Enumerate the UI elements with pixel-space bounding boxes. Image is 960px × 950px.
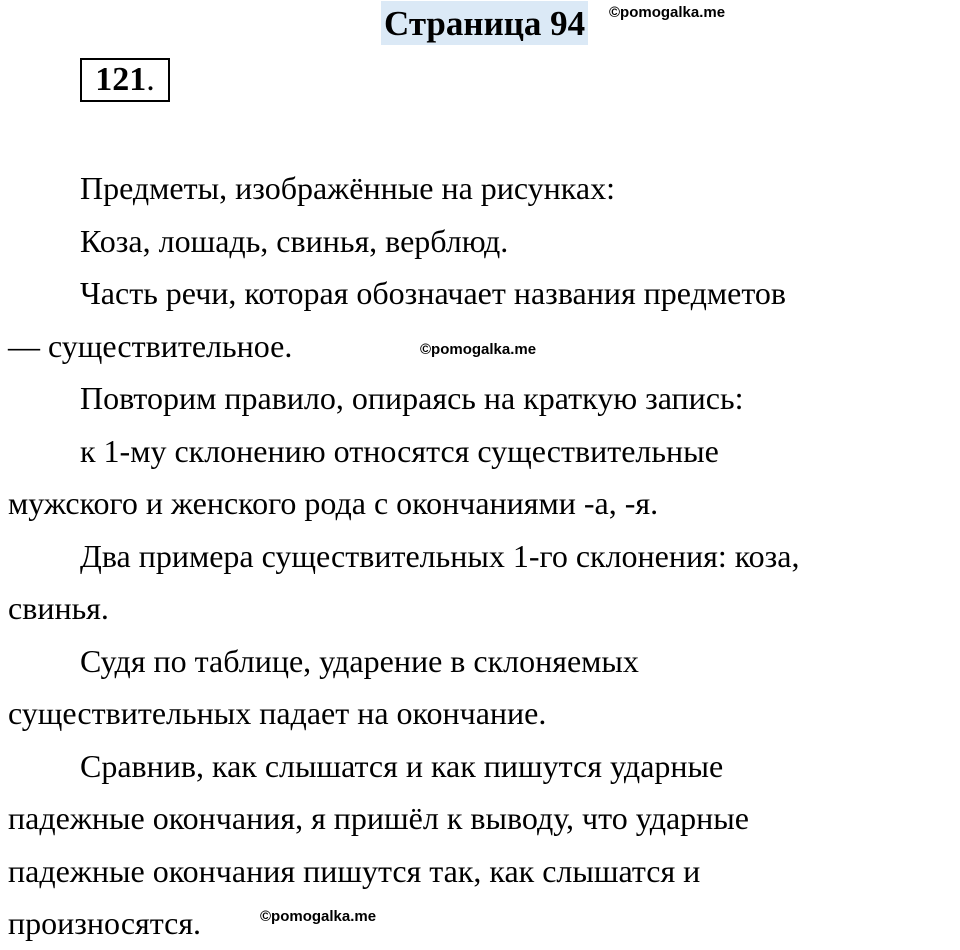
text-line: падежные окончания, я пришёл к выводу, что ударные xyxy=(8,800,749,836)
text-line: свинья. xyxy=(8,590,109,626)
exercise-number: 121 xyxy=(95,61,147,98)
text-line: мужского и женского рода с окончаниями -а, -я. xyxy=(8,485,659,521)
text-line: Повторим правило, опираясь на краткую запись: xyxy=(80,380,744,416)
text-line: Предметы, изображённые на рисунках: xyxy=(80,170,615,206)
text-line: Часть речи, которая обозначает названия предметов xyxy=(80,275,786,311)
text-line: Сравнив, как слышатся и как пишутся ударные xyxy=(80,747,724,784)
exercise-number-dot: . xyxy=(146,61,155,98)
text-line: Два примера существительных 1-го склонения: коза, xyxy=(80,537,800,574)
text-line: — существительное. xyxy=(8,327,293,364)
watermark: ©pomogalka.me xyxy=(609,4,726,21)
text-line: к 1-му склонению относятся существительные xyxy=(80,432,719,469)
text-line: существительных падает на окончание. xyxy=(8,695,547,731)
page-title: Страница 94 xyxy=(381,1,588,45)
text-line: Коза, лошадь, свинья, верблюд. xyxy=(80,222,509,259)
exercise-number-box xyxy=(80,58,170,102)
text-line: падежные окончания пишутся так, как слышатся и xyxy=(8,852,701,889)
text-line: произносятся. xyxy=(8,905,202,941)
text-line: Судя по таблице, ударение в склоняемых xyxy=(80,642,639,679)
answer-text xyxy=(8,162,958,950)
watermark: ©pomogalka.me xyxy=(420,341,537,358)
watermark: ©pomogalka.me xyxy=(260,908,377,925)
